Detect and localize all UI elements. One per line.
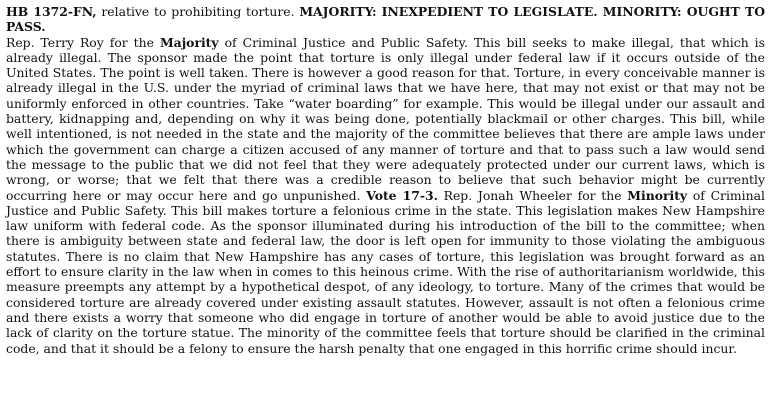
committee-recommendation: MAJORITY: INEXPEDIENT TO LEGISLATE. MINORITY: OUGHT TO PASS. bbox=[6, 4, 765, 35]
bill-subject: relative to prohibiting torture. bbox=[96, 4, 300, 19]
minority-report-text: of Criminal Justice and Public Safety. This bill makes torture a felonious crime in the state. This legislation makes New Hampshire law uniform with federal code. As the sponsor illuminated during his introduction of the bill to the committee; when there is ambiguity between state and federal law, the door is left open for immunity to those violating the ambiguous statutes. There is no claim that New Hampshire has any cases of torture, this legislation was brought forward as an effort to ensure clarity in the law when in comes to this heinous crime. With the rise of authoritarianism worldwide, this measure preempts any attempt by a hypothetical despot, of any ideology, to torture. Many of the crimes that would be considered torture are already covered under existing assault statutes. However, assault is not often a felonious crime and there exists a worry that someone who did engage in torture of another would be able to avoid justice due to the lack of clarity on the torture statue. The minority of the committee feels that torture should be clarified in the criminal code, and that it should be a felony to ensure the harsh penalty that one engaged in this horrific crime should incur. bbox=[6, 187, 765, 356]
bill-number: HB 1372-FN, bbox=[6, 4, 97, 19]
vote-tally: Vote 17-3. bbox=[366, 187, 438, 203]
minority-intro: Rep. Jonah Wheeler for the bbox=[437, 187, 628, 203]
minority-label: Minority bbox=[627, 187, 688, 203]
majority-report-text: of Criminal Justice and Public Safety. This bill seeks to make illegal, that which is already illegal. The sponsor made the point that torture is only illegal under federal law if it occurs outside of the United States. The point is well taken. There is however a good reason for that. Torture, in every conceivable manner is already illegal in the U.S. under the myriad of criminal laws that we have here, that may not exist or that may not be uniformly enforced in other countries. Take “water boarding” for example. This would be illegal under our assault and battery, kidnapping and, depending on why it was being done, potentially blackmail or other charges. This bill, while well intentioned, is not needed in the state and the majority of the committee believes that there are ample laws under which the government can charge a citizen accused of any manner of torture and that to pass such a law would send the message to the public that we did not feel that they were adequately protected under our current laws, which is wrong, or worse; that we felt that there was a credible reason to believe that such behavior might be currently occurring here or may occur here and go unpunished. bbox=[6, 34, 765, 203]
committee-report-body bbox=[6, 35, 765, 356]
majority-label: Majority bbox=[159, 34, 219, 50]
majority-intro: Rep. Terry Roy for the bbox=[6, 34, 160, 50]
bill-heading bbox=[6, 4, 765, 35]
